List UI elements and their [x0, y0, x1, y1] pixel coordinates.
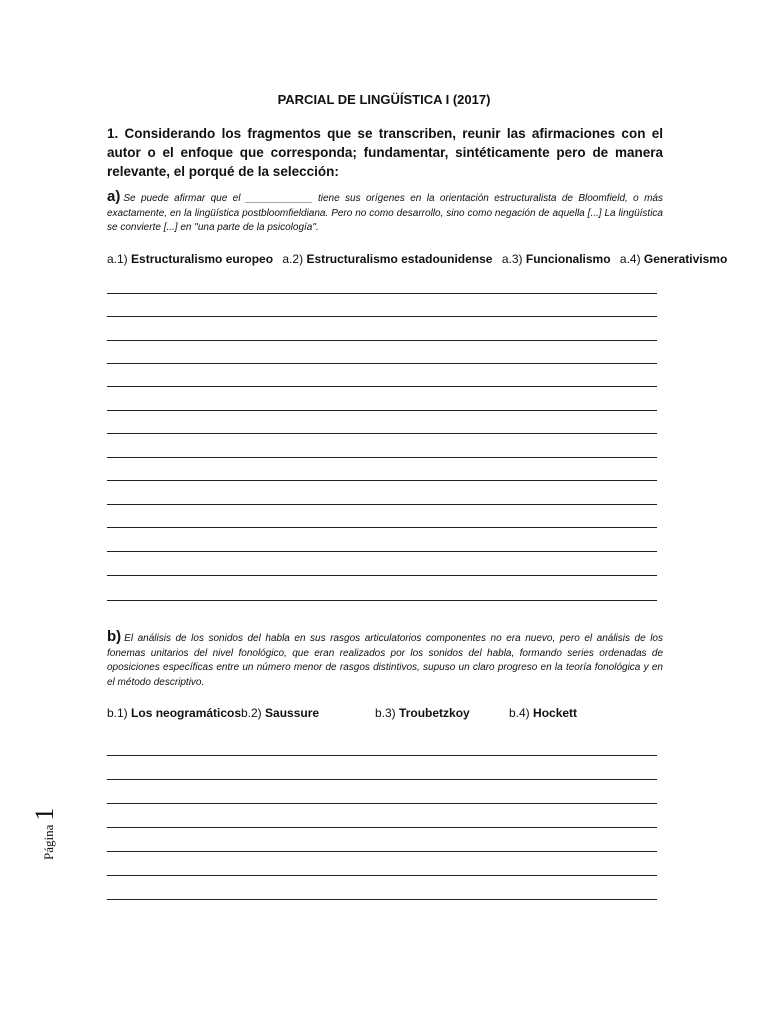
answer-line[interactable] — [107, 551, 657, 552]
section-b-quote-text: El análisis de los sonidos del habla en sus rasgos articulatorios componentes no era nuevo, pero el análisis de los fonemas unitarios del nivel fonológico, que eran realizados por los sonidos del habla, formando series ordenadas de oposiciones específicas entre un número menor de rasgos distintivos, supuso un claro progreso en la teoría fonológica y en el método descriptivo. — [107, 633, 663, 688]
section-a-options — [107, 252, 728, 266]
answer-line[interactable] — [107, 316, 657, 317]
answer-line[interactable] — [107, 410, 657, 411]
answer-line[interactable] — [107, 480, 657, 481]
page-number: 1 — [30, 807, 59, 821]
option-a4: a.4) Generativismo — [619, 252, 728, 266]
question-1 — [107, 124, 663, 181]
option-b3: b.3) Troubetzkoy — [375, 706, 470, 720]
option-a2: a.2) Estructuralismo estadounidense — [282, 252, 493, 266]
section-b-options — [107, 706, 663, 720]
answer-line[interactable] — [107, 755, 657, 756]
answer-line[interactable] — [107, 575, 657, 576]
section-a-quote-text: Se puede afirmar que el ____________ tiene sus orígenes en la orientación estructuralista de Bloomfield, o más exactamente, en la lingüística postbloomfieldiana. Pero no como desarrollo, sino como negación de aquella [...] La lingüística se convierte [...] en "una parte de la psicología". — [107, 193, 663, 233]
answer-line[interactable] — [107, 803, 657, 804]
answer-line[interactable] — [107, 851, 657, 852]
question-text: Considerando los fragmentos que se transcriben, reunir las afirmaciones con el autor o el enfoque que corresponda; fundamentar, sintéticamente pero de manera relevante, el porqué de la selección: — [107, 126, 663, 179]
answer-line[interactable] — [107, 504, 657, 505]
answer-line[interactable] — [107, 293, 657, 294]
option-a1: a.1) Estructuralismo europeo — [107, 252, 274, 266]
answer-line[interactable] — [107, 875, 657, 876]
option-b2: b.2) Saussure — [241, 706, 320, 720]
section-b-quote — [107, 630, 663, 690]
page-title: PARCIAL DE LINGÜÍSTICA I (2017) — [277, 92, 491, 107]
answer-line[interactable] — [107, 340, 657, 341]
option-b4: b.4) Hockett — [509, 706, 578, 720]
section-b-letter: b) — [107, 628, 122, 645]
answer-line[interactable] — [107, 433, 657, 434]
answer-line[interactable] — [107, 457, 657, 458]
answer-line[interactable] — [107, 899, 657, 900]
section-a-letter: a) — [107, 188, 121, 205]
answer-line[interactable] — [107, 527, 657, 528]
answer-line[interactable] — [107, 600, 657, 601]
answer-line[interactable] — [107, 363, 657, 364]
page-word: Página — [41, 824, 56, 860]
answer-line[interactable] — [107, 827, 657, 828]
question-number: 1. — [107, 126, 119, 141]
page-number-label — [30, 770, 90, 860]
option-b1: b.1) Los neogramáticos — [107, 706, 242, 720]
section-a-quote — [107, 190, 663, 236]
answer-line[interactable] — [107, 779, 657, 780]
option-a3: a.3) Funcionalismo — [501, 252, 611, 266]
answer-line[interactable] — [107, 386, 657, 387]
